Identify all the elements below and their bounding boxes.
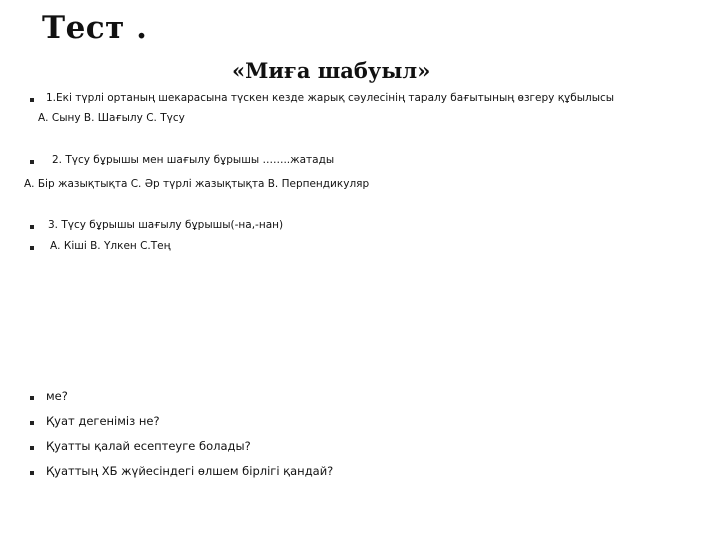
bullet-marker xyxy=(30,225,34,229)
bullet-marker xyxy=(30,396,34,400)
slide-subtitle: «Миға шабуыл» xyxy=(232,58,431,83)
bullet-marker xyxy=(30,446,34,450)
question-item-1: ме? xyxy=(46,389,68,403)
bullet-marker xyxy=(30,98,34,102)
test-question-2-options: А. Бір жазықтықта С. Әр түрлі жазықтықта В. Перпендикуляр xyxy=(24,178,370,190)
bullet-marker xyxy=(30,421,34,425)
question-item-2: Қуат дегеніміз не? xyxy=(46,414,160,428)
test-question-3: 3. Түсу бұрышы шағылу бұрышы(-на,-нан) xyxy=(48,219,284,231)
test-question-1-options: А. Сыну В. Шағылу С. Түсу xyxy=(38,112,185,124)
bullet-marker xyxy=(30,471,34,475)
test-question-3-options: А. Кіші В. Үлкен С.Тең xyxy=(50,240,171,252)
test-question-1: 1.Екі түрлі ортаның шекарасына түскен кезде жарық сәулесінің таралу бағытының өзгеру құбылысы xyxy=(46,92,615,104)
question-item-4: Қуаттың ХБ жүйесіндегі өлшем бірлігі қандай? xyxy=(46,464,334,478)
bullet-marker xyxy=(30,246,34,250)
slide-title: Тест . xyxy=(42,10,148,46)
test-question-2: 2. Түсу бұрышы мен шағылу бұрышы ……..жатады xyxy=(52,154,335,166)
bullet-marker xyxy=(30,160,34,164)
question-item-3: Қуатты қалай есептеуге болады? xyxy=(46,439,251,453)
